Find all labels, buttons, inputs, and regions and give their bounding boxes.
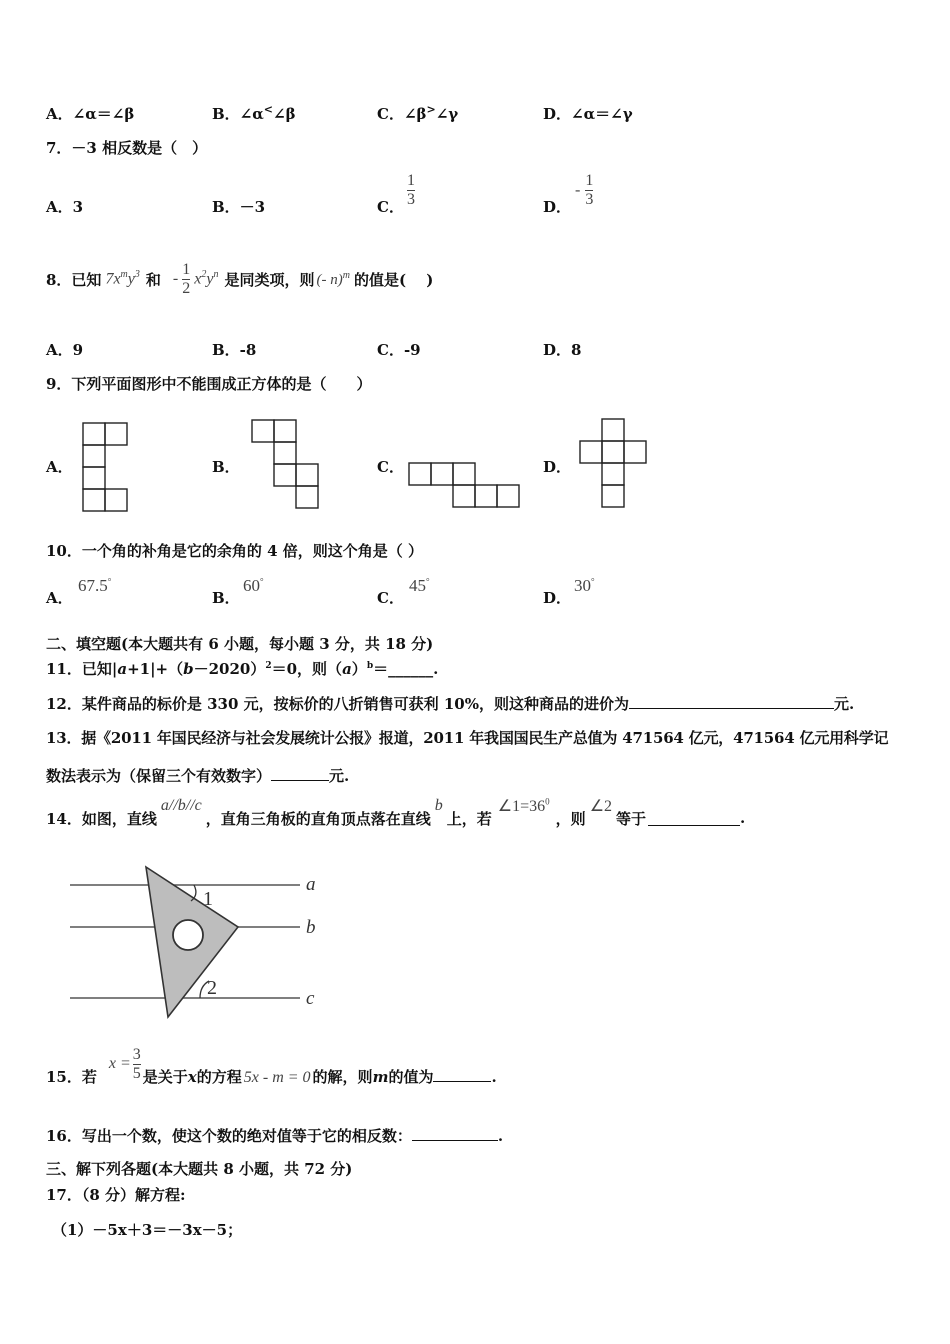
q10-stem: 10．一个角的补角是它的余角的 4 倍，则这个角是（ ） — [46, 542, 423, 560]
q11-b1: b — [183, 660, 194, 678]
q7-c-num: 1 — [407, 172, 415, 189]
q10-c-val: 45 — [409, 576, 426, 595]
q10-c-value — [409, 576, 430, 596]
q10-a-val: 67.5 — [78, 576, 108, 595]
q8-t2-sup: 3 — [134, 269, 140, 281]
q14 — [46, 796, 745, 840]
q9-option-a: A． — [46, 458, 73, 476]
q10-b-value — [243, 576, 264, 596]
q13-line2b: 元. — [329, 767, 350, 785]
q15-num: 3 — [132, 1045, 141, 1063]
q11-p4: ＝0，则（ — [271, 660, 343, 678]
q13-blank[interactable] — [271, 766, 329, 781]
q11-p2: +1|+（ — [127, 660, 184, 678]
q11-a2: a — [342, 660, 352, 678]
q14-math1: a//b//c — [160, 797, 202, 814]
q8-option-b: B．-8 — [212, 341, 257, 359]
q15-eq: 5x - m = 0 — [243, 1068, 311, 1086]
q10-d-value — [574, 576, 595, 596]
q9-option-d: D． — [543, 458, 572, 476]
q14-p5: 等于 — [616, 809, 647, 828]
q6-b-tail: ∠β — [273, 105, 296, 123]
q14-math4: ∠2 — [589, 798, 613, 815]
q14-math3-sup: 0 — [545, 796, 550, 807]
q16-text: 16．写出一个数，使这个数的绝对值等于它的相反数： — [46, 1127, 412, 1145]
q14-figure — [60, 855, 340, 1030]
q15-blank[interactable] — [433, 1067, 491, 1082]
q6-c-sym: > — [426, 103, 436, 116]
q6-option-d: D．∠α＝∠γ — [543, 105, 633, 123]
q15-den: 5 — [132, 1064, 141, 1082]
q10-option-a: A． — [46, 589, 73, 607]
q7-option-c: C． — [377, 198, 404, 216]
q12-tail: 元. — [833, 695, 855, 713]
q8-t5-sup: m — [342, 269, 350, 281]
angle-2-label: 2 — [207, 977, 217, 999]
q10-a-deg: ° — [107, 576, 112, 587]
q16-blank[interactable] — [412, 1126, 498, 1141]
q8-option-a: A．9 — [46, 341, 84, 359]
net-a — [83, 423, 127, 511]
q12 — [46, 693, 854, 714]
q6-c-tail: ∠γ — [435, 105, 459, 123]
q10-d-deg: ° — [591, 576, 595, 587]
q15-p3: 的方程 — [196, 1067, 242, 1086]
q16-tail: . — [497, 1127, 504, 1145]
q7-d-num: 1 — [585, 172, 594, 189]
q17-stem: 17．（8 分）解方程: — [46, 1186, 186, 1204]
q8-option-c: C．-9 — [377, 341, 421, 359]
q6-c-text: C．∠β — [377, 105, 427, 123]
q10-d-val: 30 — [574, 576, 591, 595]
q15-p5: 的值为 — [388, 1067, 434, 1086]
label-a: a — [306, 874, 316, 895]
net-b — [252, 420, 318, 508]
net-d — [580, 419, 646, 507]
angle-1-label: 1 — [203, 888, 213, 910]
q14-p2: ，直角三角板的直角顶点落在直线 — [205, 809, 431, 828]
q14-p3: 上，若 — [446, 809, 492, 828]
q14-tail: . — [740, 809, 746, 827]
q11-p1: 11．已知| — [46, 660, 118, 678]
q8-t1-sup: m — [120, 269, 128, 281]
q10-b-val: 60 — [243, 576, 260, 595]
q11-sup1: 2 — [265, 661, 272, 671]
q10-option-d: D． — [543, 589, 572, 607]
q15-x: x = — [108, 1055, 131, 1072]
q15-tail: . — [491, 1067, 497, 1086]
q6-option-a: A．∠α＝∠β — [46, 105, 135, 123]
q15-p4: 的解，则 — [312, 1067, 373, 1086]
q8-den: 2 — [182, 279, 191, 297]
q7-stem: 7．－3 相反数是（ ） — [46, 139, 208, 157]
q6-b-sym: < — [263, 103, 274, 116]
q12-text: 12．某件商品的标价是 330 元，按标价的八折销售可获利 10%，则这种商品的进价为 — [46, 695, 629, 713]
q10-option-b: B． — [212, 589, 240, 607]
net-c — [409, 463, 519, 507]
q8-p1: 8．已知 — [46, 270, 102, 289]
q13-line2a: 数法表示为（保留三个有效数字） — [46, 767, 272, 785]
q15-var2: m — [372, 1067, 389, 1086]
q13-line2 — [46, 765, 349, 786]
q8-p3: 是同类项，则 — [224, 270, 315, 289]
q11-p3: －2020） — [193, 660, 266, 678]
q16 — [46, 1125, 503, 1146]
q7-option-d: D． — [543, 198, 572, 216]
q14-p1: 14．如图，直线 — [46, 809, 157, 828]
q15-rest — [143, 1066, 497, 1087]
q14-math3 — [498, 796, 550, 816]
q8-t3: x — [194, 270, 202, 288]
q11-a1: a — [117, 660, 128, 678]
q7-d-sign: - — [575, 181, 581, 199]
q15-p1: 15．若 — [46, 1067, 97, 1086]
q11-sup2: b — [366, 661, 374, 671]
label-c: c — [306, 988, 315, 1009]
q8-t1: 7x — [105, 270, 121, 288]
q9-stem: 9．下列平面图形中不能围成正方体的是（ ） — [46, 375, 372, 393]
section-2-heading: 二、填空题(本大题共有 6 小题，每小题 3 分，共 18 分) — [46, 635, 434, 653]
q10-c-deg: ° — [426, 576, 430, 587]
q8-num: 1 — [182, 260, 191, 278]
q7-option-b: B．－3 — [212, 198, 266, 216]
q11 — [46, 658, 438, 679]
q10-b-deg: ° — [260, 576, 264, 587]
q14-blank[interactable] — [648, 811, 740, 826]
q8-t4: y — [206, 270, 214, 288]
q15-var: x — [187, 1067, 197, 1086]
q15-p2: 是关于 — [142, 1067, 188, 1086]
q8-t2: y — [127, 270, 135, 288]
q8-t3-sup: 2 — [201, 269, 207, 281]
q17-sub1: （1）－5x＋3＝－3x－5； — [52, 1221, 243, 1239]
q8-t4-sup: n — [213, 269, 219, 281]
section-3-heading: 三、解下列各题(本大题共 8 小题，共 72 分) — [46, 1160, 353, 1178]
q8-sign: - — [172, 270, 179, 287]
q8-option-d: D．8 — [543, 341, 582, 359]
q15 — [46, 1040, 497, 1088]
q9-option-b: B． — [212, 458, 240, 476]
q12-blank[interactable] — [629, 694, 834, 709]
q14-p4: ，则 — [555, 809, 586, 828]
q8-t5: (- n) — [316, 271, 343, 288]
label-b: b — [306, 917, 316, 938]
q7-d-den: 3 — [585, 191, 594, 208]
q7-option-a: A．3 — [46, 198, 84, 216]
q14-math2: b — [434, 797, 443, 814]
q11-p6: ＝______. — [373, 660, 439, 678]
q14-math3-text: ∠1=36 — [497, 798, 546, 815]
q11-p5: ） — [351, 660, 367, 678]
q10-a-value — [78, 576, 111, 596]
q8-p2: 和 — [145, 270, 161, 289]
q7-c-den: 3 — [407, 191, 415, 208]
q9-option-c: C． — [377, 458, 404, 476]
q13-line1: 13．据《2011 年国民经济与社会发展统计公报》报道，2011 年我国国民生产总值为 471564 亿元，471564 亿元用科学记 — [46, 729, 889, 747]
triangle-hole — [173, 920, 203, 950]
q10-option-c: C． — [377, 589, 404, 607]
q6-b-text: B．∠α — [212, 105, 264, 123]
q8-p4: 的值是( ) — [353, 270, 434, 289]
